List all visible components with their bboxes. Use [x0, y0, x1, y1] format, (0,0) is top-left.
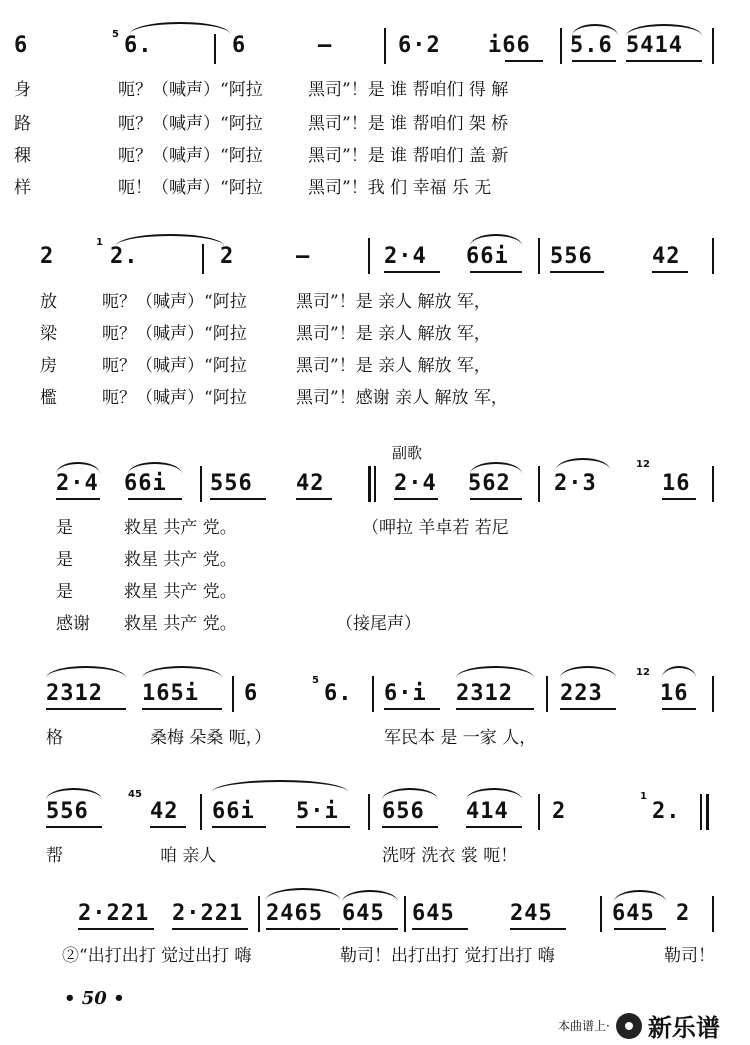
- grace-note: 5: [312, 675, 319, 686]
- note: 2312: [456, 681, 513, 706]
- lyric: 梁: [40, 324, 57, 344]
- note: 645: [342, 901, 385, 926]
- slur: [456, 666, 534, 678]
- slur: [560, 666, 616, 678]
- lyric: 勒司！: [664, 946, 715, 966]
- lyric: 是: [56, 582, 73, 602]
- note: 42: [296, 471, 325, 496]
- barline: [600, 896, 602, 932]
- slur: [556, 458, 610, 470]
- beam: [56, 498, 100, 500]
- note: 2·4: [384, 244, 427, 269]
- beam: [662, 498, 696, 500]
- beam: [466, 826, 522, 828]
- beam: [412, 928, 468, 930]
- note: 6·2: [398, 33, 441, 58]
- grace-note: 45: [128, 789, 142, 800]
- note: 6·i: [384, 681, 427, 706]
- beam: [505, 60, 543, 62]
- note: 2465: [266, 901, 323, 926]
- beam: [572, 60, 616, 62]
- note: 2: [220, 244, 235, 269]
- slur: [662, 666, 696, 678]
- note: 66i: [466, 244, 509, 269]
- beam: [550, 271, 604, 273]
- barline: [712, 28, 714, 64]
- note: 2.: [110, 244, 139, 269]
- beam: [150, 826, 186, 828]
- beam: [470, 271, 522, 273]
- barline: [712, 676, 714, 712]
- lyric: 身: [14, 80, 31, 100]
- note: 245: [510, 901, 553, 926]
- note: 2·3: [554, 471, 597, 496]
- barline: [368, 238, 370, 274]
- lyric: 救星 共产 党。: [124, 582, 237, 602]
- lyric: 黑司”！我 们 幸福 乐 无: [308, 178, 492, 198]
- beam: [296, 826, 350, 828]
- grace-note: 12: [636, 459, 650, 470]
- lyric: 檻: [40, 388, 57, 408]
- barline: [700, 794, 702, 830]
- slur: [128, 462, 182, 474]
- note: 5414: [626, 33, 683, 58]
- barline: [372, 676, 374, 712]
- slur: [470, 234, 522, 246]
- note: 2312: [46, 681, 103, 706]
- barline: [232, 676, 234, 712]
- beam: [394, 498, 438, 500]
- lyric: ②“出打出打 觉过出打 嗨: [62, 946, 252, 966]
- note: —: [296, 244, 311, 269]
- beam: [510, 928, 566, 930]
- barline: [200, 466, 202, 502]
- note: 556: [46, 799, 89, 824]
- beam: [614, 928, 666, 930]
- note: 16: [660, 681, 689, 706]
- lyric: 呃？（喊声）“阿拉: [118, 80, 263, 100]
- beam: [128, 498, 182, 500]
- slur: [466, 788, 522, 800]
- grace-note: 1: [96, 237, 103, 248]
- lyric: 黑司”！是 亲人 解放 军，: [296, 292, 491, 312]
- slur: [266, 888, 340, 900]
- barline: [202, 244, 204, 274]
- grace-note: 5: [112, 29, 119, 40]
- barline: [404, 896, 406, 932]
- note: 2·221: [78, 901, 150, 926]
- note: 42: [652, 244, 681, 269]
- watermark-brand: 新乐谱: [647, 1014, 720, 1042]
- lyric: 呃？（喊声）“阿拉: [118, 146, 263, 166]
- lyric: 黑司”！是 谁 帮咱们 架 桥: [308, 114, 509, 134]
- lyric: 呃？（喊声）“阿拉: [102, 292, 247, 312]
- barline: [258, 896, 260, 932]
- lyric: 稞: [14, 146, 31, 166]
- barline: [712, 238, 714, 274]
- barline: [214, 34, 216, 64]
- slur: [142, 666, 222, 678]
- barline: [560, 28, 562, 64]
- beam: [142, 708, 222, 710]
- barline: [538, 466, 540, 502]
- note: 6.: [324, 681, 353, 706]
- lyric: 勒司！出打出打 觉打出打 嗨: [340, 946, 555, 966]
- note: 6: [244, 681, 259, 706]
- barline: [712, 896, 714, 932]
- page-number: • 50 •: [64, 988, 125, 1009]
- note: 2·4: [56, 471, 99, 496]
- note: 2: [552, 799, 567, 824]
- barline: [368, 794, 370, 830]
- beam: [652, 271, 688, 273]
- note: 6: [14, 33, 29, 58]
- barline: [538, 794, 540, 830]
- lyric: （呷拉 羊卓若 若尼: [362, 518, 509, 538]
- note: 2·4: [394, 471, 437, 496]
- beam: [212, 826, 266, 828]
- lyric: 样: [14, 178, 31, 198]
- slur: [130, 22, 230, 34]
- slur: [46, 666, 126, 678]
- lyric: 救星 共产 党。: [124, 518, 237, 538]
- lyric: 桑梅 朵桑 呃，）: [150, 728, 272, 748]
- lyric: 黑司”！是 亲人 解放 军，: [296, 324, 491, 344]
- note: 2·221: [172, 901, 244, 926]
- watermark: [558, 1008, 720, 1043]
- lyric: （接尾声）: [336, 614, 421, 634]
- slur: [614, 890, 666, 902]
- note: 66i: [212, 799, 255, 824]
- watermark-text: 本曲谱上·: [558, 1019, 610, 1033]
- lyric: 黑司”！是 谁 帮咱们 得 解: [308, 80, 509, 100]
- beam: [560, 708, 616, 710]
- double-barline: [706, 794, 709, 830]
- lyric: 感谢: [56, 614, 90, 634]
- note: 5·i: [296, 799, 339, 824]
- barline: [712, 466, 714, 502]
- lyric: 呃？（喊声）“阿拉: [102, 388, 247, 408]
- note: 2: [676, 901, 691, 926]
- slur: [470, 462, 522, 474]
- note: 165i: [142, 681, 199, 706]
- note: 5.6: [570, 33, 613, 58]
- note: 2.: [652, 799, 681, 824]
- lyric: 放: [40, 292, 57, 312]
- beam: [384, 271, 440, 273]
- double-barline: [368, 466, 371, 502]
- slur: [626, 24, 702, 36]
- lyric: 军民本 是 一家 人，: [384, 728, 537, 748]
- lyric: 黑司”！感谢 亲人 解放 军，: [296, 388, 508, 408]
- note: 6.: [124, 33, 153, 58]
- beam: [296, 498, 332, 500]
- lyric: 房: [40, 356, 57, 376]
- beam: [266, 928, 340, 930]
- beam: [456, 708, 534, 710]
- note: 645: [412, 901, 455, 926]
- note: 2: [40, 244, 55, 269]
- lyric: 路: [14, 114, 31, 134]
- lyric: 格: [46, 728, 63, 748]
- beam: [78, 928, 154, 930]
- lyric: 呃？（喊声）“阿拉: [102, 324, 247, 344]
- note: 66i: [124, 471, 167, 496]
- barline: [538, 238, 540, 274]
- note: 656: [382, 799, 425, 824]
- lyric: 洗呀 洗衣 裳 呃！: [382, 846, 518, 866]
- note: 645: [612, 901, 655, 926]
- slur: [116, 234, 224, 246]
- note: i66: [488, 33, 531, 58]
- barline: [546, 676, 548, 712]
- section-label: 副歌: [392, 444, 423, 462]
- note: 6: [232, 33, 247, 58]
- beam: [470, 498, 522, 500]
- lyric: 救星 共产 党。: [124, 550, 237, 570]
- slur: [46, 788, 102, 800]
- lyric: 黑司”！是 亲人 解放 军，: [296, 356, 491, 376]
- beam: [342, 928, 398, 930]
- lyric: 呃？（喊声）“阿拉: [102, 356, 247, 376]
- note: 223: [560, 681, 603, 706]
- slur: [572, 24, 618, 36]
- beam: [210, 498, 266, 500]
- note: 556: [210, 471, 253, 496]
- barline: [384, 28, 386, 64]
- slur: [212, 780, 348, 792]
- lyric: 黑司”！是 谁 帮咱们 盖 新: [308, 146, 509, 166]
- lyric: 帮: [46, 846, 63, 866]
- lyric: 呃！（喊声）“阿拉: [118, 178, 263, 198]
- note: 16: [662, 471, 691, 496]
- beam: [626, 60, 702, 62]
- note: 42: [150, 799, 179, 824]
- record-disc-icon: [616, 1013, 642, 1039]
- lyric: 是: [56, 518, 73, 538]
- note: 556: [550, 244, 593, 269]
- beam: [382, 826, 438, 828]
- lyric: 咱 亲人: [160, 846, 217, 866]
- grace-note: 1: [640, 791, 647, 802]
- beam: [46, 826, 102, 828]
- slur: [382, 788, 438, 800]
- grace-note: 12: [636, 667, 650, 678]
- beam: [662, 708, 696, 710]
- beam: [384, 708, 440, 710]
- beam: [46, 708, 126, 710]
- note: 414: [466, 799, 509, 824]
- beam: [172, 928, 248, 930]
- lyric: 救星 共产 党。: [124, 614, 237, 634]
- slur: [342, 890, 398, 902]
- note: 562: [468, 471, 511, 496]
- barline: [200, 794, 202, 830]
- barline: [374, 466, 376, 502]
- lyric: 呃？（喊声）“阿拉: [118, 114, 263, 134]
- slur: [56, 462, 100, 474]
- note: —: [318, 33, 333, 58]
- lyric: 是: [56, 550, 73, 570]
